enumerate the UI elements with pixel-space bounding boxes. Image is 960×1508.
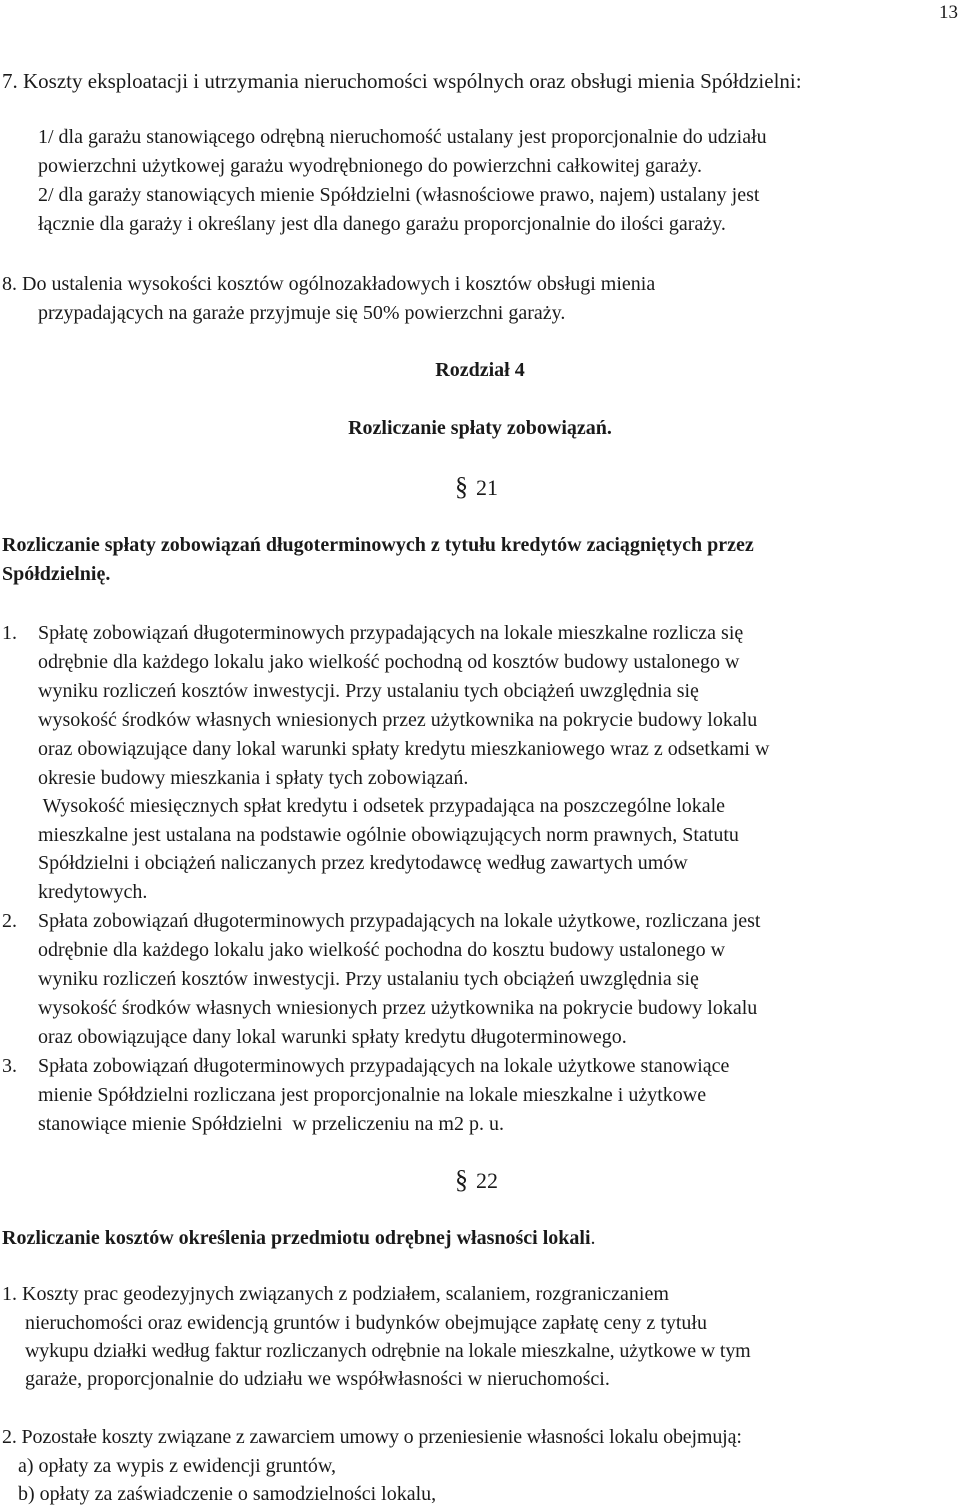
- chapter-number: Rozdział 4: [435, 359, 525, 381]
- item-7-text: 7. Koszty eksploatacji i utrzymania nieruchomości wspólnych oraz obsługi mienia Spółdzielni:: [2, 69, 802, 93]
- item-7-sub1-line: powierzchni użytkowej garażu wyodrębnionego do powierzchni całkowitej garaży.: [38, 155, 703, 177]
- paragraph-line: 2. Pozostałe koszty związane z zawarciem umowy o przeniesienie własności lokalu obejmują:: [2, 1426, 742, 1448]
- paragraph-line: Spłata zobowiązań długoterminowych przypadających na lokale użytkowe stanowiące: [38, 1055, 730, 1077]
- item-7-sub2-line: 2/ dla garaży stanowiących mienie Spółdzielni (własnościowe prawo, najem) ustalany jest: [38, 184, 760, 206]
- paragraph-number: 3.: [2, 1055, 17, 1077]
- paragraph-line: wysokość środków własnych wniesionych przez użytkownika na pokrycie budowy lokalu: [38, 997, 758, 1019]
- section-number: 21: [476, 475, 498, 500]
- paragraph-line: okresie budowy mieszkania i spłaty tych zobowiązań.: [38, 767, 469, 789]
- item-8-line: 8. Do ustalenia wysokości kosztów ogólnozakładowych i kosztów obsługi mienia: [2, 273, 656, 295]
- section-number: 22: [476, 1168, 498, 1193]
- paragraph-line: oraz obowiązujące dany lokal warunki spłaty kredytu mieszkaniowego wraz z odsetkami w: [38, 738, 770, 760]
- item-8-line: przypadających na garaże przyjmuje się 50% powierzchni garaży.: [38, 302, 566, 324]
- paragraph-line: mienie Spółdzielni rozliczana jest proporcjonalnie na lokale mieszkalne i użytkowe: [38, 1084, 707, 1106]
- paragraph-line: oraz obowiązujące dany lokal warunki spłaty kredytu długoterminowego.: [38, 1026, 627, 1048]
- paragraph-line: Spółdzielni i obciążeń naliczanych przez kredytodawcę według zawartych umów: [38, 852, 688, 874]
- paragraph-line: nieruchomości oraz ewidencją gruntów i budynków obejmujące zapłatę ceny z tytułu: [25, 1312, 707, 1334]
- paragraph-number: 1.: [2, 622, 17, 644]
- paragraph-line: kredytowych.: [38, 881, 148, 903]
- paragraph-line: odrębnie dla każdego lokalu jako wielkość pochodna do kosztu budowy ustalonego w: [38, 939, 726, 961]
- section-sign: §: [455, 472, 468, 501]
- paragraph-line: 1. Koszty prac geodezyjnych związanych z podziałem, scalaniem, rozgraniczaniem: [2, 1283, 669, 1305]
- paragraph-line: Wysokość miesięcznych spłat kredytu i odsetek przypadająca na poszczególne lokale: [38, 795, 726, 817]
- paragraph-number: 2.: [2, 910, 17, 932]
- section-sign: §: [455, 1165, 468, 1194]
- section-21-heading-line: Rozliczanie spłaty zobowiązań długoterminowych z tytułu kredytów zaciągniętych przez: [2, 534, 754, 556]
- paragraph-line: Spłatę zobowiązań długoterminowych przypadających na lokale mieszkalne rozlicza się: [38, 622, 744, 644]
- list-item: a) opłaty za wypis z ewidencji gruntów,: [18, 1455, 337, 1477]
- section-22-heading-tail: .: [590, 1227, 596, 1249]
- section-21-marker: [455, 474, 498, 501]
- paragraph-line: wykupu działki według faktur rozliczanych odrębnie na lokale mieszkalne, użytkowe w tym: [25, 1340, 751, 1362]
- section-22-marker: [455, 1167, 498, 1194]
- item-7-sub2-line: łącznie dla garaży i określany jest dla danego garażu proporcjonalnie do ilości garaży.: [38, 213, 726, 235]
- paragraph-line: wyniku rozliczeń kosztów inwestycji. Przy ustalaniu tych obciążeń uwzględnia się: [38, 680, 699, 702]
- paragraph-line: odrębnie dla każdego lokalu jako wielkość pochodną od kosztów budowy ustalonego w: [38, 651, 740, 673]
- paragraph-line: wyniku rozliczeń kosztów inwestycji. Przy ustalaniu tych obciążeń uwzględnia się: [38, 968, 699, 990]
- list-item: b) opłaty za zaświadczenie o samodzielności lokalu,: [18, 1483, 437, 1505]
- paragraph-line: stanowiące mienie Spółdzielni w przeliczeniu na m2 p. u.: [38, 1113, 504, 1135]
- page-number: 13: [939, 2, 958, 23]
- item-7-sub1-line: 1/ dla garażu stanowiącego odrębną nieruchomość ustalany jest proporcjonalnie do udziału: [38, 126, 767, 148]
- paragraph-line: wysokość środków własnych wniesionych przez użytkownika na pokrycie budowy lokalu: [38, 709, 758, 731]
- paragraph-line: Spłata zobowiązań długoterminowych przypadających na lokale użytkowe, rozliczana jest: [38, 910, 761, 932]
- paragraph-line: garaże, proporcjonalnie do udziału we współwłasności w nieruchomości.: [25, 1368, 610, 1390]
- section-22-heading-text: Rozliczanie kosztów określenia przedmiotu odrębnej własności lokali: [2, 1227, 591, 1249]
- section-21-heading-line: Spółdzielnię.: [2, 563, 111, 585]
- paragraph-line: mieszkalne jest ustalana na podstawie ogólnie obowiązujących norm prawnych, Statutu: [38, 824, 739, 846]
- chapter-title: Rozliczanie spłaty zobowiązań.: [348, 417, 612, 439]
- section-22-heading: [2, 1225, 596, 1251]
